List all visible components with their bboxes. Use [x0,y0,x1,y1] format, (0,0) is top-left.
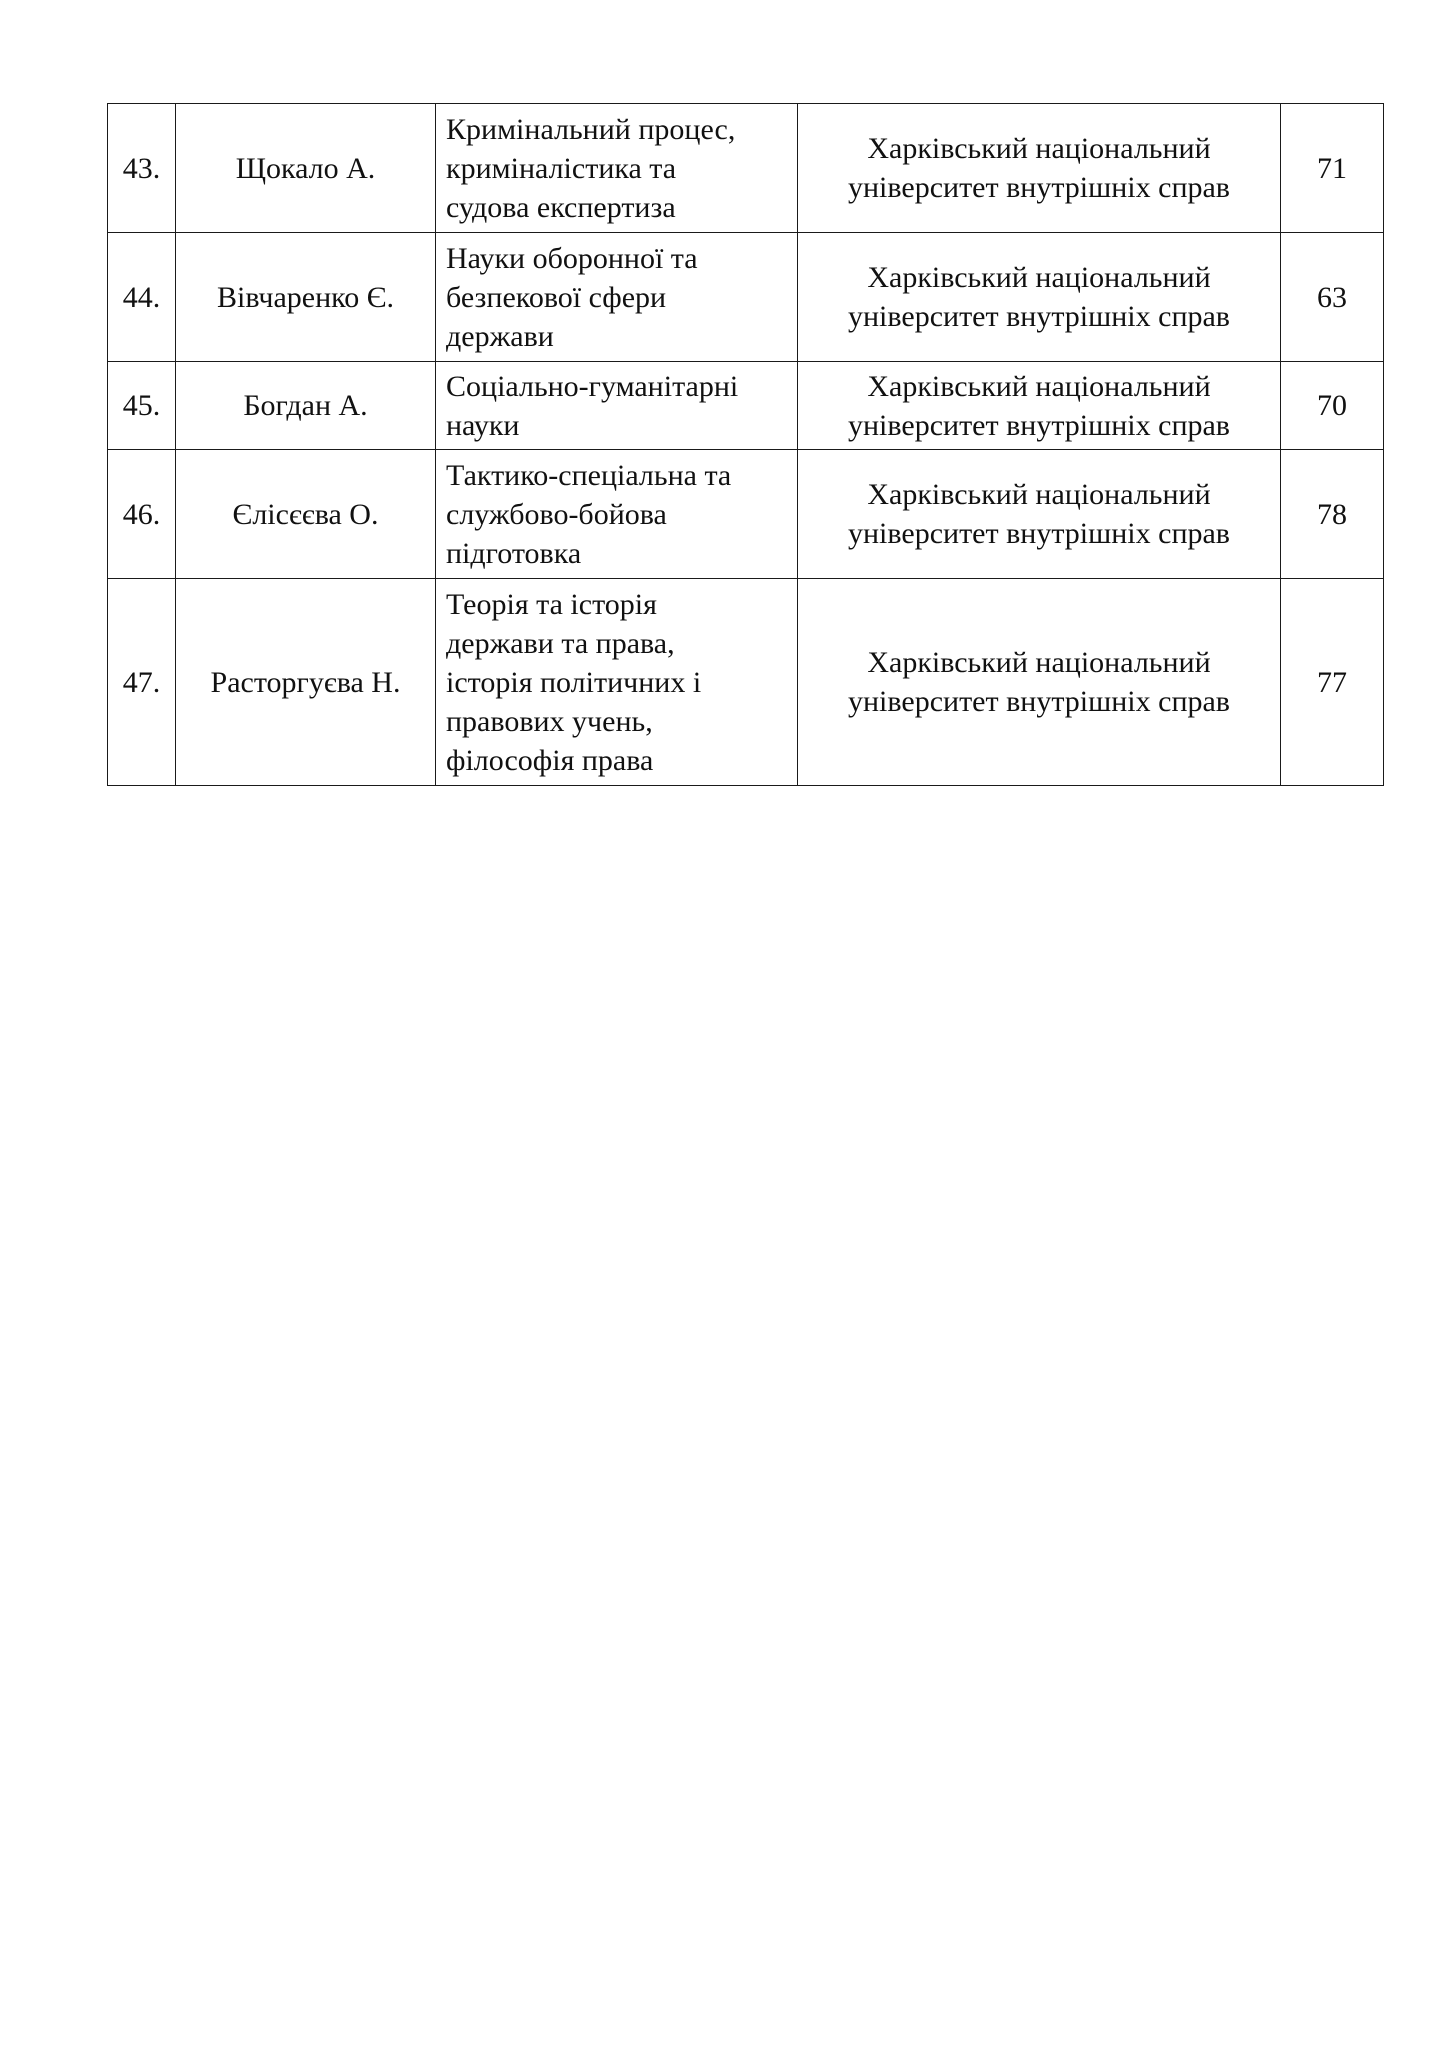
specialty-cell [436,233,798,362]
specialty-cell [436,450,798,579]
university-line: університет внутрішніх справ [848,517,1230,550]
row-number: 43. [108,104,176,233]
participant-name: Єлісєєва О. [176,450,436,579]
score-cell: 70 [1281,362,1384,450]
table-row [108,579,1384,786]
specialty-line: правових учень, [446,704,653,738]
university-line: університет внутрішніх справ [848,685,1230,718]
row-number: 46. [108,450,176,579]
score-cell: 71 [1281,104,1384,233]
specialty-line: держави та права, [446,626,675,660]
score-cell: 77 [1281,579,1384,786]
participant-name: Вівчаренко Є. [176,233,436,362]
table-row [108,450,1384,579]
specialty-cell [436,104,798,233]
table-row [108,233,1384,362]
specialty-line: Соціально-гуманітарні [446,369,739,403]
specialty-line: держави [446,319,554,353]
university-line: Харківський національний [867,132,1211,165]
specialty-cell [436,579,798,786]
specialty-line: безпекової сфери [446,280,667,314]
specialty-line: службово-бойова [446,497,667,531]
university-cell [798,362,1281,450]
university-line: Харківський національний [867,261,1211,294]
table-row [108,362,1384,450]
university-line: університет внутрішніх справ [848,300,1230,333]
table-row [108,104,1384,233]
university-cell [798,233,1281,362]
specialty-line: історія політичних і [446,665,702,699]
specialty-line: криміналістика та [446,151,677,185]
participant-name: Богдан А. [176,362,436,450]
participant-name: Щокало А. [176,104,436,233]
specialty-line: філософія права [446,743,654,777]
specialty-line: судова експертиза [446,190,676,224]
score-cell: 78 [1281,450,1384,579]
specialty-line: Теорія та історія [446,587,657,621]
row-number: 47. [108,579,176,786]
university-line: Харківський національний [867,646,1211,679]
university-cell [798,579,1281,786]
participant-name: Расторгуєва Н. [176,579,436,786]
university-line: університет внутрішніх справ [848,171,1230,204]
specialty-line: Науки оборонної та [446,241,698,275]
university-line: Харківський національний [867,478,1211,511]
specialty-line: Кримінальний процес, [446,112,736,146]
specialty-cell [436,362,798,450]
specialty-line: Тактико-спеціальна та [446,458,732,492]
score-cell: 63 [1281,233,1384,362]
university-line: університет внутрішніх справ [848,408,1230,442]
university-cell [798,104,1281,233]
specialty-line: науки [446,408,520,442]
row-number: 45. [108,362,176,450]
specialty-line: підготовка [446,536,582,570]
university-cell [798,450,1281,579]
row-number: 44. [108,233,176,362]
results-table [107,103,1384,786]
university-line: Харківський національний [867,369,1211,403]
